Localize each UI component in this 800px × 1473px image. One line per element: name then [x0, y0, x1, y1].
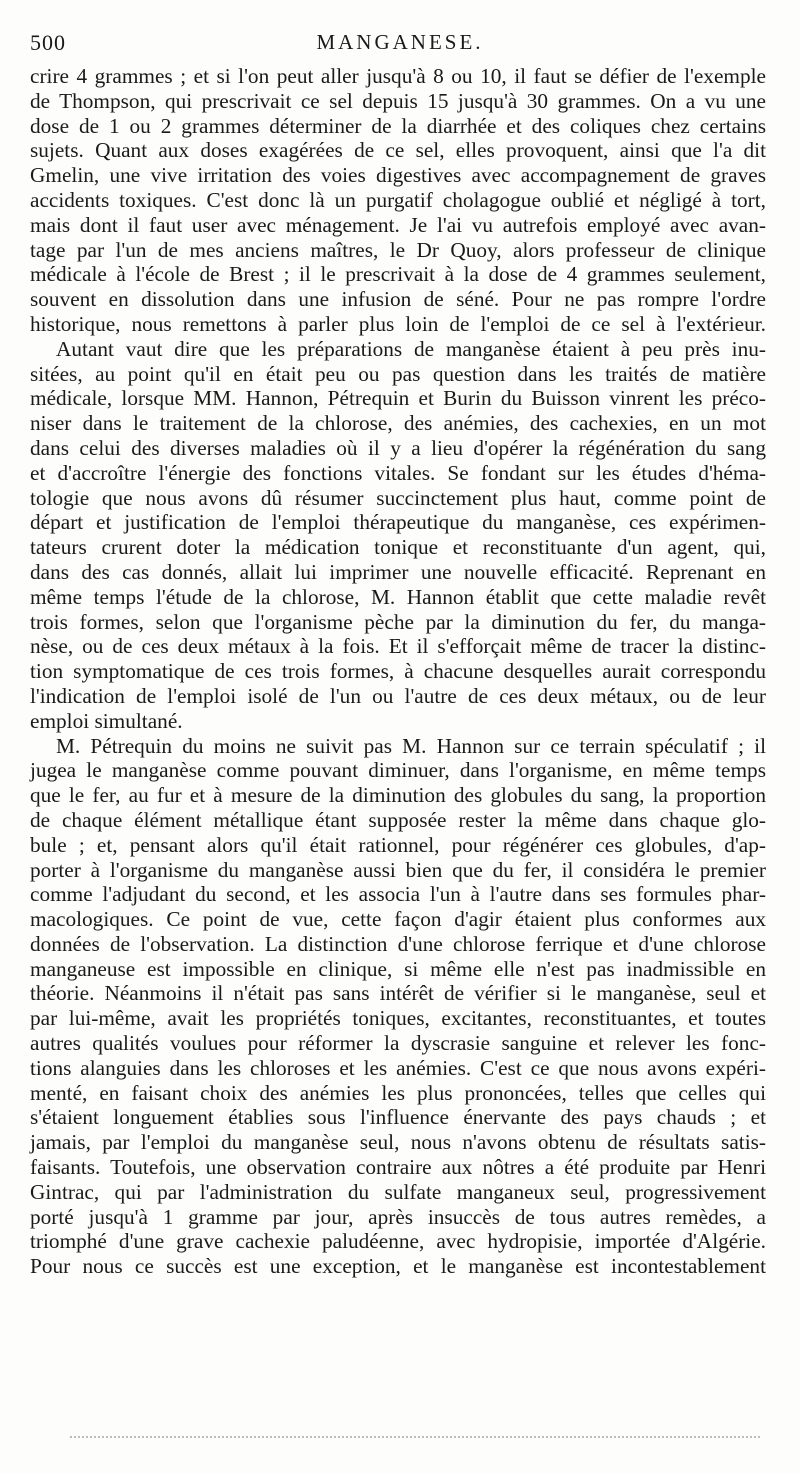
text-line: tage par l'un de mes anciens maîtres, le Dr Quoy, alors professeur de clinique	[30, 237, 766, 262]
footer-rule	[70, 1436, 760, 1438]
text-line: tions alanguies dans les chloroses et les anémies. C'est ce que nous avons expéri-	[30, 1055, 766, 1080]
text-line: autres qualités voulues pour réformer la dyscrasie sanguine et relever les fonc-	[30, 1031, 766, 1056]
text-line: tologie que nous avons dû résumer succinctement plus haut, comme point de	[30, 485, 766, 510]
text-line: comme l'adjudant du second, et les associa l'un à l'autre dans ses formules phar-	[30, 882, 766, 907]
text-line: Pour nous ce succès est une exception, et le manganèse est incontestablement	[30, 1254, 766, 1279]
text-line: théorie. Néanmoins il n'était pas sans intérêt de vérifier si le manganèse, seul et	[30, 981, 766, 1006]
text-line: macologiques. Ce point de vue, cette façon d'agir étaient plus conformes aux	[30, 907, 766, 932]
text-line: que le fer, au fur et à mesure de la diminution des globules du sang, la proportion	[30, 783, 766, 808]
text-line: médicale à l'école de Brest ; il le prescrivait à la dose de 4 grammes seulement,	[30, 262, 766, 287]
text-line: bule ; et, pensant alors qu'il était rationnel, pour régénérer ces globules, d'ap-	[30, 832, 766, 857]
text-line: dans celui des diverses maladies où il y a lieu d'opérer la régénération du sang	[30, 435, 766, 460]
text-line: par lui-même, avait les propriétés toniques, excitantes, reconstituantes, et toutes	[30, 1006, 766, 1031]
text-line: porté jusqu'à 1 gramme par jour, après insuccès de tous autres remèdes, a	[30, 1204, 766, 1229]
text-line: porter à l'organisme du manganèse aussi bien que du fer, il considéra le premier	[30, 857, 766, 882]
text-line: départ et justification de l'emploi thérapeutique du manganèse, ces expérimen-	[30, 510, 766, 535]
text-line: manganeuse est impossible en clinique, si même elle n'est pas inadmissible en	[30, 956, 766, 981]
text-line: données de l'observation. La distinction d'une chlorose ferrique et d'une chlorose	[30, 931, 766, 956]
text-line: s'étaient longuement établies sous l'influence énervante des pays chauds ; et	[30, 1105, 766, 1130]
text-line: historique, nous remettons à parler plus loin de l'emploi de ce sel à l'extérieur.	[30, 311, 766, 336]
text-line: triomphé d'une grave cachexie paludéenne, avec hydropisie, importée d'Algérie.	[30, 1229, 766, 1254]
text-line: tion symptomatique de ces trois formes, à chacune desquelles aurait correspondu	[30, 659, 766, 684]
text-line: l'indication de l'emploi isolé de l'un ou l'autre de ces deux métaux, ou de leur	[30, 683, 766, 708]
text-line: tateurs crurent doter la médication tonique et reconstituante d'un agent, qui,	[30, 535, 766, 560]
text-line: nèse, ou de ces deux métaux à la fois. Et il s'efforçait même de tracer la distinc-	[30, 634, 766, 659]
text-line: emploi simultané.	[30, 708, 183, 733]
text-line: dans des cas donnés, allait lui imprimer une nouvelle efficacité. Reprenant en	[30, 559, 766, 584]
text-line: faisants. Toutefois, une observation contraire aux nôtres a été produite par Henri	[30, 1155, 766, 1180]
text-line: médicale, lorsque MM. Hannon, Pétrequin et Burin du Buisson vinrent les préco-	[30, 386, 766, 411]
text-line: Autant vaut dire que les préparations de manganèse étaient à peu près inu-	[56, 336, 766, 361]
text-line: accidents toxiques. C'est donc là un purgatif cholagogue oublié et négligé à tort,	[30, 187, 766, 212]
text-line: Gmelin, une vive irritation des voies digestives avec accompagnement de graves	[30, 163, 766, 188]
text-line: jamais, par l'emploi du manganèse seul, nous n'avons obtenu de résultats satis-	[30, 1130, 766, 1155]
text-line: jugea le manganèse comme pouvant diminuer, dans l'organisme, en même temps	[30, 758, 766, 783]
text-line: dose de 1 ou 2 grammes déterminer de la diarrhée et des coliques chez certains	[30, 113, 766, 138]
page-header	[30, 30, 770, 60]
text-line: sujets. Quant aux doses exagérées de ce sel, elles provoquent, ainsi que l'a dit	[30, 138, 766, 163]
text-line: même temps l'étude de la chlorose, M. Hannon établit que cette maladie revêt	[30, 584, 766, 609]
text-line: trois formes, selon que l'organisme pèche par la diminution du fer, du manga-	[30, 609, 766, 634]
text-line: crire 4 grammes ; et si l'on peut aller jusqu'à 8 ou 10, il faut se défier de l'exemple	[30, 64, 766, 88]
text-line: sitées, au point qu'il en était peu ou pas question dans les traités de matière	[30, 361, 766, 386]
text-line: niser dans le traitement de la chlorose, des anémies, des cachexies, en un mot	[30, 411, 766, 436]
text-line: et d'accroître l'énergie des fonctions vitales. Se fondant sur les études d'héma-	[30, 460, 766, 485]
text-line: Gintrac, qui par l'administration du sulfate manganeux seul, progressivement	[30, 1179, 766, 1204]
text-line: menté, en faisant choix des anémies les plus prononcées, telles que celles qui	[30, 1080, 766, 1105]
text-line: mais dont il faut user avec ménagement. Je l'ai vu autrefois employé avec avan-	[30, 212, 766, 237]
text-line: M. Pétrequin du moins ne suivit pas M. Hannon sur ce terrain spéculatif ; il	[56, 733, 766, 758]
page-number: 500	[30, 30, 66, 55]
text-line: souvent en dissolution dans une infusion de séné. Pour ne pas rompre l'ordre	[30, 287, 766, 312]
body-text	[30, 64, 766, 1279]
text-line: de chaque élément métallique étant supposée rester la même dans chaque glo-	[30, 807, 766, 832]
running-head: MANGANESE.	[316, 30, 484, 54]
text-line: de Thompson, qui prescrivait ce sel depuis 15 jusqu'à 30 grammes. On a vu une	[30, 88, 766, 113]
